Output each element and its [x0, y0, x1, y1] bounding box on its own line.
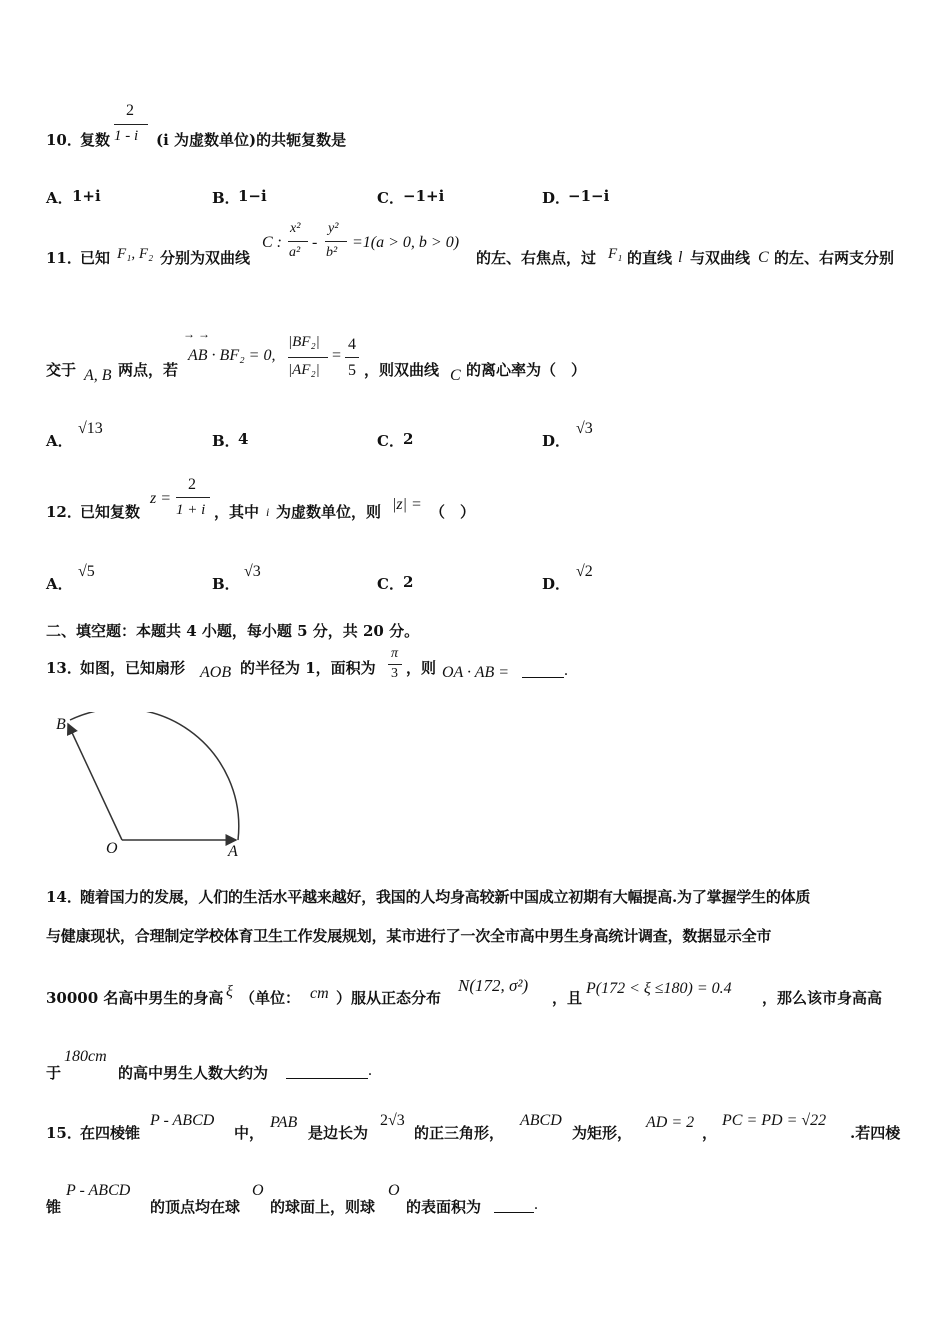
q14-cm: cm — [310, 985, 329, 1002]
q11-ratio-num: |BF₂| — [288, 334, 320, 350]
q11-option-b-value: 4 — [238, 430, 249, 448]
q12-number: 12． — [46, 503, 82, 521]
q14-line2: 与健康现状，合理制定学校体育卫生工作发展规划，某市进行了一次全市高中男生身高统计调查，数据显示全市 — [46, 927, 772, 945]
q14-prob: P(172 < ξ ≤180) = 0.4 — [586, 980, 732, 997]
q12-text-1: ，其中 — [214, 503, 260, 521]
q15-text-2: 是边长为 — [308, 1124, 369, 1142]
q14-line3-a: 30000 名高中男生的身高 — [46, 989, 224, 1007]
q11-four-five-bar — [345, 357, 359, 358]
q11-text-5: 的左、右两支分别 — [774, 249, 895, 267]
q12-frac-bar — [176, 497, 210, 498]
q11-ratio-bar — [288, 357, 328, 358]
q14-line3-d: ，且 — [552, 989, 583, 1007]
q14-answer-blank[interactable] — [286, 1064, 368, 1079]
q11-text-4: 与双曲线 — [690, 249, 751, 267]
q11-points: A, B — [84, 367, 112, 384]
q11-line2-lead: 交于 — [46, 361, 77, 379]
q11-ratio-eq: = — [332, 347, 342, 364]
q11-line2-text-3: 的离心率为（ ） — [466, 361, 587, 379]
q13-pi: π — [391, 646, 399, 661]
q11-lead: 已知 — [80, 249, 111, 267]
q11-vector-arrows: → → — [183, 327, 210, 341]
q15-number: 15． — [46, 1124, 82, 1142]
q11-number: 11． — [46, 249, 82, 267]
q11-option-a-value: √13 — [78, 420, 103, 437]
q13-three: 3 — [391, 666, 398, 681]
q12-z: z = — [150, 490, 172, 507]
q15-ad: AD = 2 — [646, 1114, 695, 1131]
q12-option-b-label: B． — [212, 575, 240, 593]
q15-text-1: 中， — [234, 1124, 265, 1142]
q11-c1: C — [758, 249, 769, 266]
q15-pab: PAB — [270, 1114, 298, 1131]
q12-option-c-value: 2 — [403, 573, 414, 591]
q11-option-c-label: C． — [377, 432, 404, 450]
fig-label-a: A — [228, 843, 238, 860]
q11-frac1-bar — [288, 241, 308, 242]
q12-i: i — [266, 505, 270, 519]
q15-side: 2√3 — [380, 1112, 405, 1129]
q10-option-c-label: C． — [377, 189, 404, 207]
q15-line2-c: 的球面上，则球 — [270, 1198, 376, 1216]
q11-a2: a² — [289, 245, 301, 260]
q10-option-d-label: D． — [542, 189, 571, 207]
q15-pyramid: P - ABCD — [150, 1112, 215, 1129]
q15-text-4: 为矩形， — [572, 1124, 633, 1142]
q13-text-2: ，则 — [406, 659, 437, 677]
q14-end: . — [368, 1062, 372, 1079]
q10-lead: 复数 — [80, 131, 111, 149]
q13-expr: OA · AB = — [442, 664, 510, 681]
q14-line3-e: ，那么该市身高高 — [762, 989, 883, 1007]
q11-option-b-label: B． — [212, 432, 240, 450]
q10-frac-bar — [114, 124, 148, 125]
q11-four: 4 — [348, 336, 356, 353]
radius-ob — [68, 724, 122, 840]
q13-number: 13． — [46, 659, 82, 677]
q12-option-b-value: √3 — [244, 563, 261, 580]
q10-frac-den: 1 - i — [114, 128, 139, 144]
q14-line3-c: ）服从正态分布 — [336, 989, 442, 1007]
q11-x2: x² — [290, 221, 301, 236]
q14-line1: 随着国力的发展，人们的生活水平越来越好，我国的人均身高较新中国成立初期有大幅提高.为了掌握学生的体质 — [80, 888, 811, 906]
q15-answer-blank[interactable] — [494, 1198, 534, 1213]
q12-option-a-value: √5 — [78, 563, 95, 580]
q12-frac-num: 2 — [188, 476, 196, 493]
q14-line3-b: （单位： — [240, 989, 301, 1007]
q11-line2-text-1: 两点，若 — [118, 361, 179, 379]
section2-title: 二、填空题：本题共 4 小题，每小题 5 分，共 20 分。 — [46, 622, 420, 640]
q11-option-c-value: 2 — [403, 430, 414, 448]
q14-line4-a: 于 — [46, 1064, 62, 1082]
q15-pc: PC = PD = √22 — [722, 1112, 827, 1129]
q15-o2: O — [388, 1182, 400, 1199]
q11-frac2-bar — [325, 241, 347, 242]
q12-option-d-label: D． — [542, 575, 571, 593]
q10-option-a-label: A． — [46, 189, 73, 207]
q12-abs: |z| = — [392, 496, 422, 513]
q12-lead: 已知复数 — [80, 503, 141, 521]
q15-line2-d: 的表面积为 — [406, 1198, 482, 1216]
q13-aob: AOB — [200, 664, 232, 681]
q10-option-d-value: −1−i — [568, 187, 610, 205]
q13-end: . — [564, 662, 568, 679]
q15-line2-a: 锥 — [46, 1198, 62, 1216]
q12-option-c-label: C． — [377, 575, 404, 593]
q11-minus: - — [312, 234, 318, 251]
q11-eq: =1(a > 0, b > 0) — [352, 234, 460, 251]
q13-lead: 如图，已知扇形 — [80, 659, 186, 677]
q14-height: 180cm — [64, 1048, 107, 1065]
fig-label-o: O — [106, 840, 118, 857]
q11-option-d-value: √3 — [576, 420, 593, 437]
q12-option-d-value: √2 — [576, 563, 593, 580]
q15-pyramid-2: P - ABCD — [66, 1182, 131, 1199]
q10-option-b-label: B． — [212, 189, 240, 207]
q11-vector-expr: AB · BF₂ = 0, — [188, 347, 276, 364]
q13-answer-blank[interactable] — [522, 663, 564, 678]
q11-line-l: l — [678, 249, 683, 266]
q13-text-1: 的半径为 1，面积为 — [240, 659, 376, 677]
q15-end: . — [534, 1196, 538, 1213]
q11-option-a-label: A． — [46, 432, 73, 450]
q12-option-a-label: A． — [46, 575, 73, 593]
q11-line2-text-2: ，则双曲线 — [364, 361, 440, 379]
q13-frac-bar — [388, 664, 402, 665]
q10-option-a-value: 1+i — [72, 187, 101, 205]
q15-text-3: 的正三角形， — [414, 1124, 505, 1142]
q15-comma: ， — [702, 1124, 718, 1142]
q11-y2: y² — [328, 221, 339, 236]
q10-frac-num: 2 — [126, 102, 134, 119]
q14-number: 14． — [46, 888, 82, 906]
q11-five: 5 — [348, 362, 356, 379]
sector-arc — [70, 712, 239, 840]
q11-text-1: 分别为双曲线 — [160, 249, 251, 267]
q11-text-2: 的左、右焦点，过 — [476, 249, 597, 267]
q14-normal: N(172, σ²) — [458, 976, 529, 995]
q11-f1: F₁ — [608, 246, 623, 262]
q14-xi: ξ — [226, 983, 233, 1000]
q12-text-3: （ ） — [430, 503, 476, 521]
q10-tail: (i 为虚数单位)的共轭复数是 — [156, 131, 347, 149]
q10-option-b-value: 1−i — [238, 187, 267, 205]
q10-option-c-value: −1+i — [403, 187, 445, 205]
q15-line2-b: 的顶点均在球 — [150, 1198, 241, 1216]
fig-label-b: B — [56, 716, 66, 733]
sector-figure — [50, 712, 250, 862]
q11-option-d-label: D． — [542, 432, 571, 450]
q11-c2: C — [450, 367, 461, 384]
q11-ratio-den: |AF₂| — [288, 362, 320, 378]
q12-frac-den: 1 + i — [176, 502, 206, 518]
q11-b2: b² — [326, 245, 338, 260]
q15-abcd: ABCD — [520, 1112, 562, 1129]
q10-number: 10． — [46, 131, 82, 149]
q14-line4-b: 的高中男生人数大约为 — [118, 1064, 269, 1082]
q11-text-3: 的直线 — [627, 249, 673, 267]
q11-foci: F₁, F₂ — [117, 246, 154, 262]
q15-o1: O — [252, 1182, 264, 1199]
q11-curve: C : — [262, 234, 282, 251]
q12-text-2: 为虚数单位，则 — [276, 503, 382, 521]
q15-text-5: .若四棱 — [850, 1124, 901, 1142]
q15-lead: 在四棱锥 — [80, 1124, 141, 1142]
